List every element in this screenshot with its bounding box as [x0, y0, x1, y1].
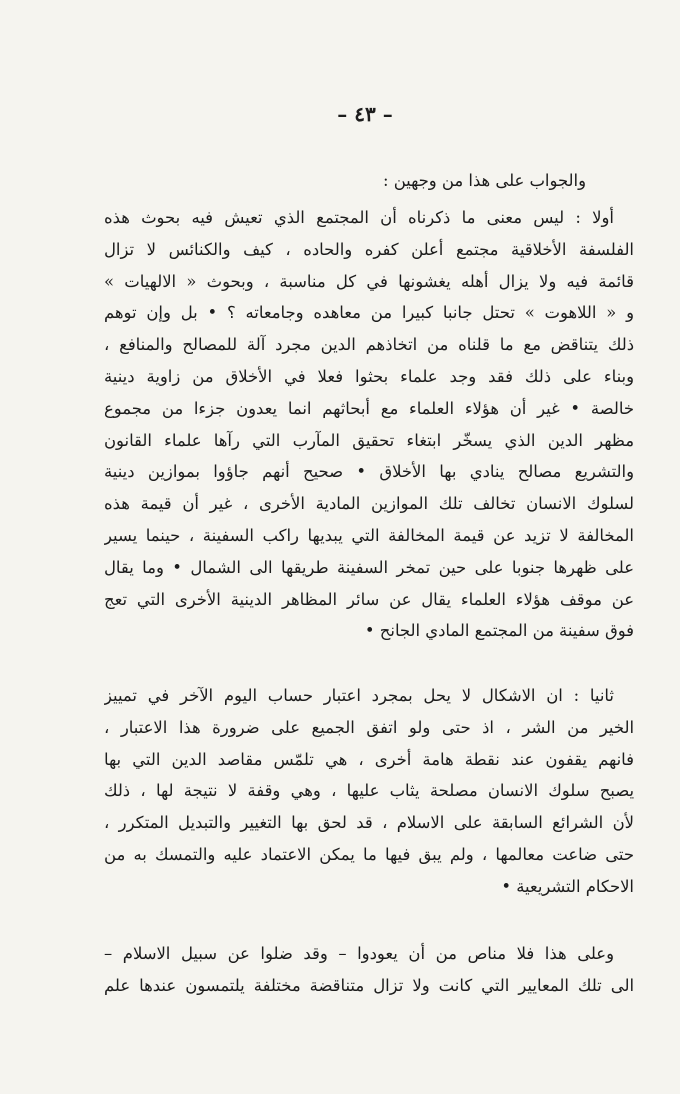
paragraph-third	[104, 938, 634, 1002]
text-line: يصبح سلوك الانسان مصلحة يثاب عليها ، وهي وقفة لا نتيجة لها ، ذلك	[104, 781, 634, 801]
page-number: – ٤٣ –	[337, 102, 393, 126]
text-line: فوق سفينة من المجتمع المادي الجانح •	[364, 621, 634, 641]
paragraph-first	[104, 202, 634, 647]
text-line: مظهر الدين الذي يسخّر ابتغاء تحقيق المآرب التي رآها علماء القانون	[104, 430, 634, 450]
text-line: و « اللاهوت » تحتل جانبا كبيرا من معاهده وجامعاته ؟ • بل وإن توهم	[104, 303, 634, 323]
paragraph-second	[104, 680, 634, 903]
text-line: وبناء على ذلك فقد وجد علماء بحثوا فعلا في الأخلاق من زاوية دينية	[104, 366, 634, 386]
text-line: قائمة فيه ولا يزال أهله يغشونها في كل مناسبة ، وبحوث « الالهيات »	[104, 271, 634, 291]
opening-line: والجواب على هذا من وجهين :	[382, 171, 586, 190]
text-line: وعلى هذا فلا مناص من أن يعودوا – وقد ضلوا عن سبيل الاسلام –	[104, 944, 614, 963]
text-line: لأن الشرائع السابقة على الاسلام ، قد لحق بها التغيير والتبديل المتكرر ،	[104, 813, 634, 833]
text-line: الفلسفة الأخلاقية مجتمع أعلن كفره والحاده ، كيف والكنائس لا تزال	[104, 239, 634, 259]
text-line: عن موقف هؤلاء العلماء يقال عن سائر المظاهر الدينية الأخرى التي تعج	[104, 589, 634, 609]
text-line: أولا : ليس معنى ما ذكرناه أن المجتمع الذي تعيش فيه بحوث هذه	[104, 208, 614, 227]
text-line: ثانيا : ان الاشكال لا يحل بمجرد اعتبار حساب اليوم الآخر في تمييز	[104, 686, 614, 705]
text-line: على ظهرها جنوبا على حين تمخر السفينة طريقها الى الشمال • وما يقال	[104, 557, 634, 577]
text-line: المخالفة لا تزيد عن قيمة المخالفة التي يبديها راكب السفينة ، حينما يسير	[104, 525, 634, 545]
text-line: الى تلك المعايير التي كانت ولا تزال متناقضة مختلفة يلتمسون عندها علم	[104, 975, 634, 995]
text-line: ذلك يتناقض مع ما قلناه من اتخاذهم الدين مجرد آلة للمصالح والمنافع ،	[104, 335, 634, 355]
text-line: خالصة • غير أن هؤلاء العلماء مع أبحاثهم انما يعدون جزءا من مجموع	[104, 398, 634, 418]
text-line: الخير من الشر ، اذ حتى ولو اتفق الجميع على ضرورة هذا الاعتبار ،	[104, 717, 634, 737]
text-line: فانهم يقفون عند نقطة هامة أخرى ، هي تلمّس مقاصد الدين التي بها	[104, 749, 634, 769]
text-line: حتى ضاعت معالمها ، ولم يبق فيها ما يمكن الاعتماد عليه والتمسك به من	[104, 844, 634, 864]
text-line: والتشريع مصالح ينادي بها الأخلاق • صحيح أنهم جاؤوا بموازين دينية	[104, 462, 634, 482]
text-line: الاحكام التشريعية •	[501, 876, 634, 896]
text-line: لسلوك الانسان تخالف تلك الموازين المادية الأخرى ، غير أن قيمة هذه	[104, 494, 634, 514]
